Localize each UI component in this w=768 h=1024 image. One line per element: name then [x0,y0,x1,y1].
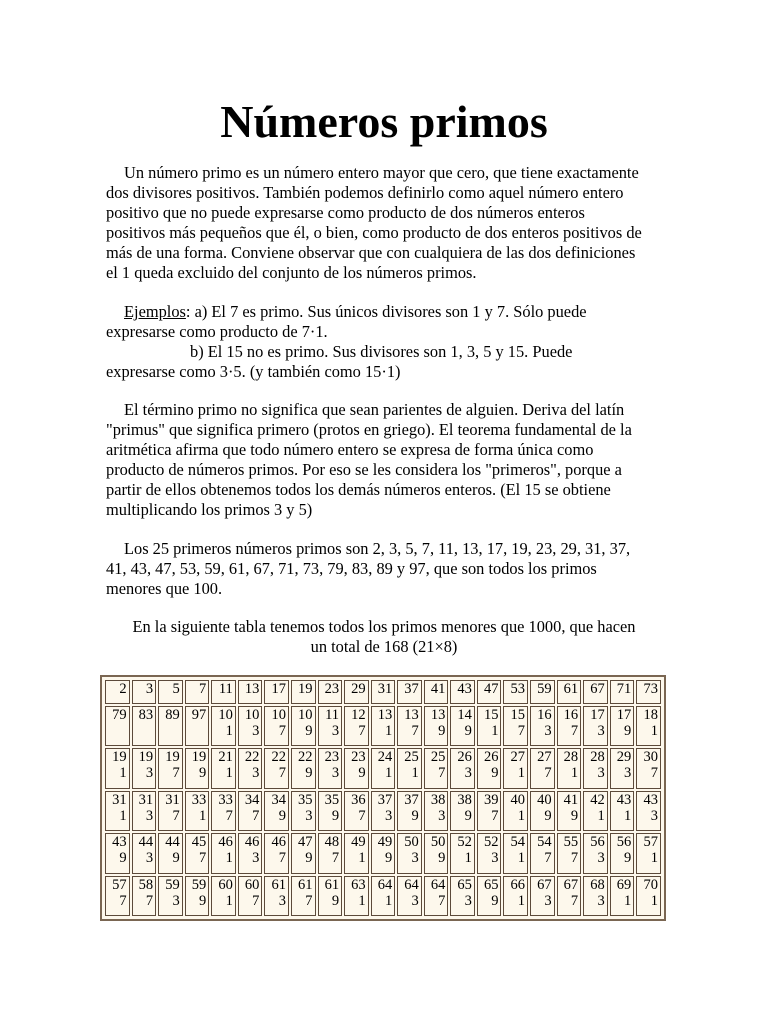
prime-cell: 29 [344,680,369,704]
prime-cell: 13 [238,680,263,704]
prime-cell: 53 [503,680,528,704]
prime-cell: 10 3 [238,706,263,746]
table-intro-line: En la siguiente tabla tenemos todos los primos menores que 1000, que hacen [132,617,636,636]
prime-cell: 19 9 [185,748,210,788]
prime-cell: 12 7 [344,706,369,746]
prime-cell: 61 9 [318,876,343,916]
prime-cell: 49 1 [344,833,369,873]
intro-line: positivos más pequeños que él, o bien, como producto de dos enteros positivos de [106,223,642,242]
prime-cell: 35 3 [291,791,316,831]
etymology-paragraph [106,400,662,520]
prime-cell: 25 7 [424,748,449,788]
prime-cell: 59 3 [158,876,183,916]
prime-cell: 19 7 [158,748,183,788]
prime-cell: 23 3 [318,748,343,788]
prime-cell: 60 1 [211,876,236,916]
prime-cell: 50 3 [397,833,422,873]
table-row [105,680,661,704]
prime-cell: 36 7 [344,791,369,831]
prime-cell: 10 1 [211,706,236,746]
prime-cell: 67 3 [530,876,555,916]
prime-cell: 43 3 [636,791,661,831]
prime-cell: 43 [450,680,475,704]
prime-cell: 13 9 [424,706,449,746]
prime-cell: 31 [371,680,396,704]
etymology-line: El término primo no significa que sean parientes de alguien. Deriva del latín [124,400,625,419]
prime-cell: 22 9 [291,748,316,788]
prime-cell: 33 1 [185,791,210,831]
prime-cell: 15 7 [503,706,528,746]
prime-cell: 40 1 [503,791,528,831]
prime-cell: 57 1 [636,833,661,873]
prime-cell: 13 1 [371,706,396,746]
prime-cell: 70 1 [636,876,661,916]
examples-label: Ejemplos [124,302,186,321]
first25-line: menores que 100. [106,579,223,598]
prime-cell: 52 3 [477,833,502,873]
prime-cell: 24 1 [371,748,396,788]
prime-cell: 27 1 [503,748,528,788]
page-title: Números primos [220,96,548,147]
prime-cell: 66 1 [503,876,528,916]
prime-cell: 34 7 [238,791,263,831]
examples-line: expresarse como 3·5. (y también como 15·1) [106,362,401,381]
etymology-line: multiplicando los primos 3 y 5) [106,500,313,519]
intro-line: más de una forma. Conviene observar que con cualquiera de las dos definiciones [106,243,636,262]
prime-cell: 31 1 [105,791,130,831]
intro-line: dos divisores positivos. También podemos definirlo como aquel número entero [106,183,624,202]
prime-cell: 61 [557,680,582,704]
etymology-line: "primus" que significa primero (protos en griego). El teorema fundamental de la [106,420,632,439]
prime-cell: 26 3 [450,748,475,788]
prime-cell: 18 1 [636,706,661,746]
intro-line: Un número primo es un número entero mayor que cero, que tiene exactamente [124,163,639,182]
prime-cell: 64 1 [371,876,396,916]
prime-cell: 59 9 [185,876,210,916]
prime-cell: 3 [132,680,157,704]
prime-cell: 64 7 [424,876,449,916]
etymology-line: aritmética afirma que todo número entero se expresa de forma única como [106,440,594,459]
prime-cell: 44 3 [132,833,157,873]
prime-cell: 22 7 [264,748,289,788]
prime-cell: 56 9 [610,833,635,873]
table-row [105,748,661,788]
prime-cell: 35 9 [318,791,343,831]
prime-cell: 43 1 [610,791,635,831]
intro-line: el 1 queda excluido del conjunto de los números primos. [106,263,477,282]
first25-paragraph [106,539,662,599]
prime-cell: 42 1 [583,791,608,831]
prime-cell: 38 9 [450,791,475,831]
prime-cell: 97 [185,706,210,746]
prime-cell: 83 [132,706,157,746]
prime-cell: 49 9 [371,833,396,873]
prime-cell: 67 7 [557,876,582,916]
prime-cell: 26 9 [477,748,502,788]
prime-cell: 19 [291,680,316,704]
prime-cell: 21 1 [211,748,236,788]
prime-cell: 37 9 [397,791,422,831]
first25-line: 41, 43, 47, 53, 59, 61, 67, 71, 73, 79, 83, 89 y 97, que son todos los primos [106,559,597,578]
prime-cell: 54 7 [530,833,555,873]
prime-cell: 13 7 [397,706,422,746]
prime-cell: 28 1 [557,748,582,788]
first25-line: Los 25 primeros números primos son 2, 3, 5, 7, 11, 13, 17, 19, 23, 29, 31, 37, [124,539,631,558]
prime-cell: 46 3 [238,833,263,873]
prime-cell: 14 9 [450,706,475,746]
prime-cell: 37 3 [371,791,396,831]
primes-table [103,678,663,918]
examples-line [106,302,662,322]
prime-cell: 38 3 [424,791,449,831]
prime-cell: 41 [424,680,449,704]
prime-cell: 89 [158,706,183,746]
prime-cell: 2 [105,680,130,704]
prime-cell: 11 3 [318,706,343,746]
etymology-line: producto de números primos. Por eso se les considera los "primeros", porque a [106,460,622,479]
table-row [105,791,661,831]
prime-cell: 71 [610,680,635,704]
prime-cell: 46 1 [211,833,236,873]
prime-cell: 11 [211,680,236,704]
table-row [105,706,661,746]
prime-cell: 17 [264,680,289,704]
examples-paragraph [106,302,662,382]
prime-cell: 22 3 [238,748,263,788]
table-row [105,833,661,873]
examples-line1-text: : a) El 7 es primo. Sus únicos divisores son 1 y 7. Sólo puede [185,302,587,321]
primes-table-frame [100,675,666,921]
intro-line: positivo que no puede expresarse como producto de dos números enteros [106,203,585,222]
examples-line: b) El 15 no es primo. Sus divisores son 1, 3, 5 y 15. Puede [190,342,573,361]
prime-cell: 68 3 [583,876,608,916]
prime-cell: 10 9 [291,706,316,746]
prime-cell: 46 7 [264,833,289,873]
prime-cell: 33 7 [211,791,236,831]
prime-cell: 67 [583,680,608,704]
prime-cell: 43 9 [105,833,130,873]
table-intro-paragraph [106,617,662,657]
prime-cell: 64 3 [397,876,422,916]
prime-cell: 16 7 [557,706,582,746]
prime-cell: 79 [105,706,130,746]
prime-cell: 16 3 [530,706,555,746]
table-row [105,876,661,916]
prime-cell: 61 3 [264,876,289,916]
prime-cell: 23 9 [344,748,369,788]
prime-cell: 29 3 [610,748,635,788]
prime-cell: 10 7 [264,706,289,746]
prime-cell: 48 7 [318,833,343,873]
prime-cell: 39 7 [477,791,502,831]
prime-cell: 61 7 [291,876,316,916]
prime-cell: 50 9 [424,833,449,873]
prime-cell: 19 3 [132,748,157,788]
prime-cell: 65 3 [450,876,475,916]
prime-cell: 55 7 [557,833,582,873]
prime-cell: 59 [530,680,555,704]
prime-cell: 40 9 [530,791,555,831]
prime-cell: 17 9 [610,706,635,746]
prime-cell: 31 7 [158,791,183,831]
etymology-line: partir de ellos obtenemos todos los demás números enteros. (El 15 se obtiene [106,480,611,499]
prime-cell: 5 [158,680,183,704]
prime-cell: 47 9 [291,833,316,873]
prime-cell: 73 [636,680,661,704]
prime-cell: 60 7 [238,876,263,916]
prime-cell: 27 7 [530,748,555,788]
prime-cell: 56 3 [583,833,608,873]
prime-cell: 34 9 [264,791,289,831]
prime-cell: 17 3 [583,706,608,746]
prime-cell: 19 1 [105,748,130,788]
prime-cell: 65 9 [477,876,502,916]
prime-cell: 45 7 [185,833,210,873]
prime-cell: 69 1 [610,876,635,916]
prime-cell: 58 7 [132,876,157,916]
prime-cell: 52 1 [450,833,475,873]
prime-cell: 37 [397,680,422,704]
prime-cell: 47 [477,680,502,704]
prime-cell: 30 7 [636,748,661,788]
prime-cell: 28 3 [583,748,608,788]
table-intro-line: un total de 168 (21×8) [310,637,458,656]
prime-cell: 57 7 [105,876,130,916]
prime-cell: 25 1 [397,748,422,788]
prime-cell: 31 3 [132,791,157,831]
prime-cell: 15 1 [477,706,502,746]
examples-line: expresarse como producto de 7·1. [106,322,328,341]
intro-paragraph [106,163,662,283]
prime-cell: 7 [185,680,210,704]
prime-cell: 23 [318,680,343,704]
prime-cell: 41 9 [557,791,582,831]
prime-cell: 44 9 [158,833,183,873]
prime-cell: 54 1 [503,833,528,873]
prime-cell: 63 1 [344,876,369,916]
